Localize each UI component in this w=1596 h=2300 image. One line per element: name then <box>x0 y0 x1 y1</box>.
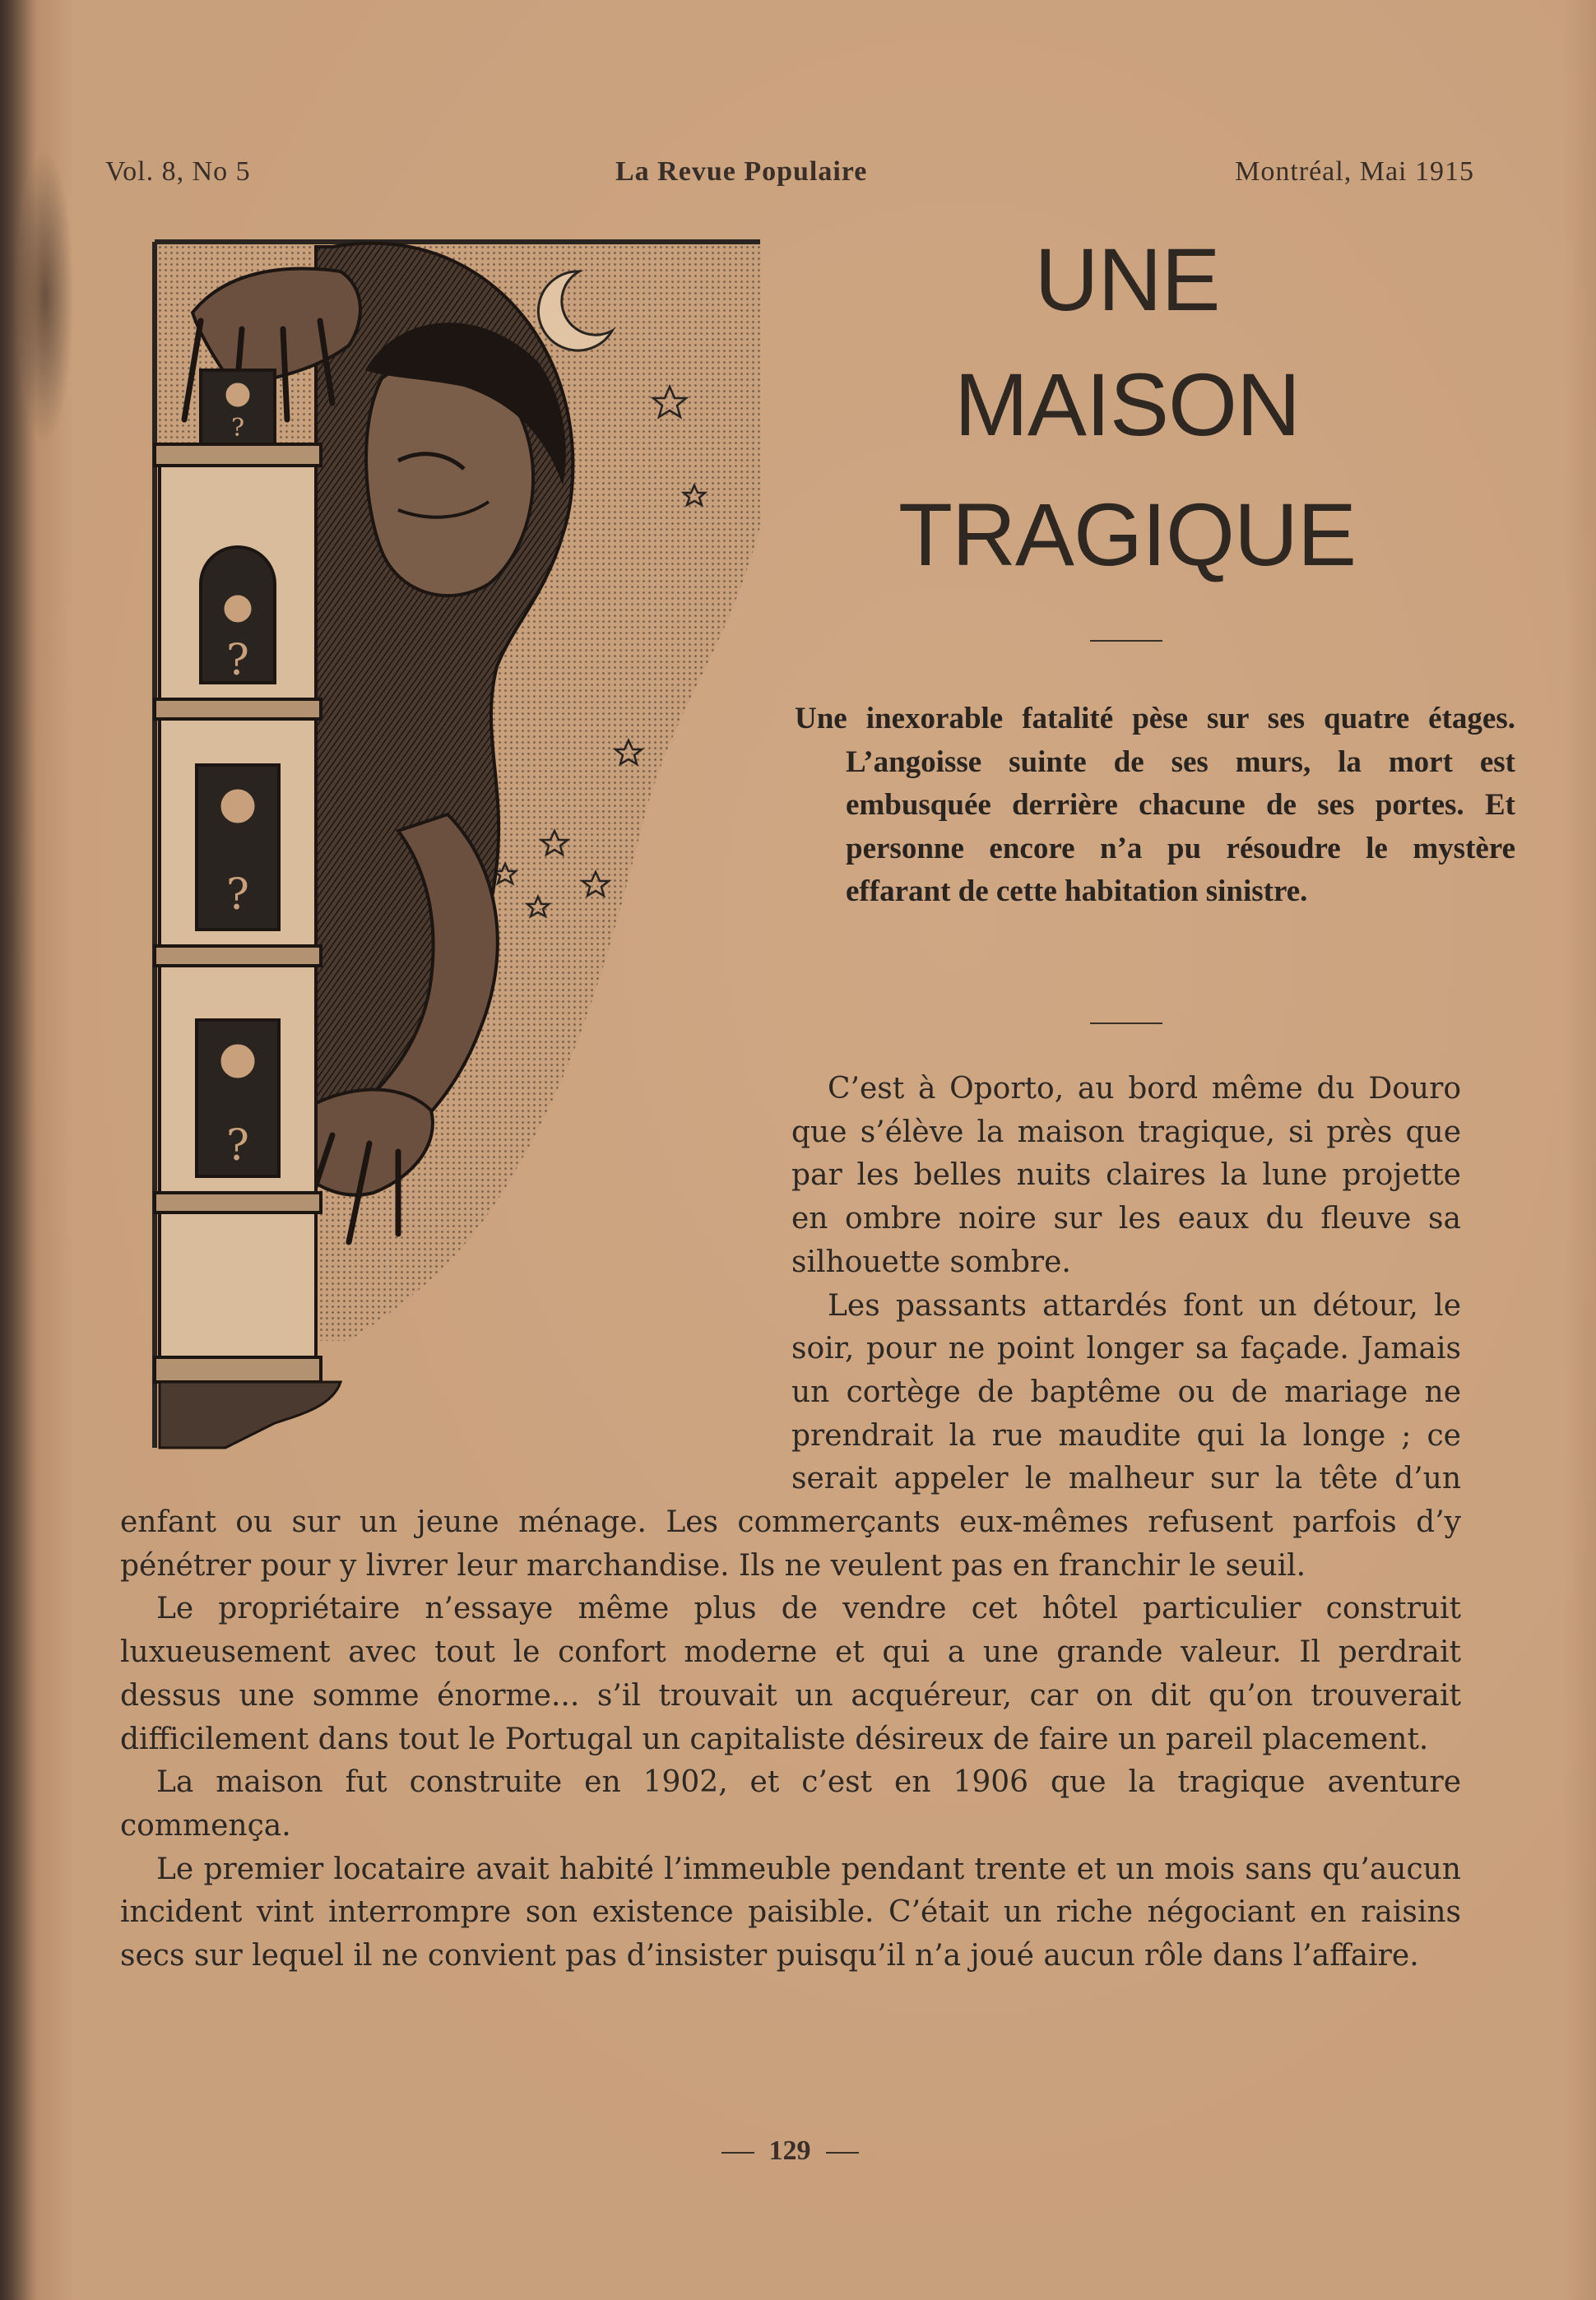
footer-dash <box>826 2152 859 2154</box>
body-paragraph: Le propriétaire n’essaye même plus de vendre cet hôtel particulier construit luxueusement avec tout le confort moderne et qui a une grande valeur. Il perdrait dessus une somme énorme... s’il trouvait un acquéreur, car on dit qu’on trouverait difficilement dans tout le Portugal un capitaliste désireux de faire un pareil placement. <box>120 1592 1461 1756</box>
dateline: Montréal, Mai 1915 <box>1235 156 1474 187</box>
article-title-line-2: MAISON <box>953 355 1301 454</box>
page-number: 129 <box>768 2135 811 2166</box>
volume-number: Vol. 8, No 5 <box>105 156 251 187</box>
body-paragraph: La maison fut construite en 1902, et c’est en 1906 que la tragique aventure commença. <box>120 1765 1461 1843</box>
illustration-wrap-space <box>120 1068 791 1501</box>
article-lede: Une inexorable fatalité pèse sur ses quatre étages. L’angoisse suinte de ses murs, la mort est embusquée derrière chacune de ses portes. Et personne encore n’a pu résoudre le mystère effarant de cette habitation sinistre. <box>795 702 1515 908</box>
footer-dash <box>721 2152 754 2154</box>
body-paragraph: C’est à Oporto, au bord même du Douro que s’élève la maison tragique, si près que par les belles nuits claires la lune projette en ombre noire sur les eaux du fleuve sa silhouette sombre. <box>791 1072 1461 1279</box>
article-title-line-3: TRAGIQUE <box>898 485 1357 584</box>
body-paragraph: Les passants attardés font un détour, le soir, pour ne point longer sa façade. Jamais un cortège de baptême ou de mariage ne prendrait la rue maudite qui la longe ; ce serait appeler le malheur sur la tête d’un enfant ou sur un jeune ménage. Les commerçants eux-mêmes refusent parfois d’y pénétrer pour y livrer leur marchandise. Ils ne veulent pas en franchir le seuil. <box>120 1288 1461 1583</box>
article-body <box>120 1068 1461 1978</box>
page-footer <box>683 2135 897 2167</box>
article-title-line-1: UNE <box>1034 230 1220 329</box>
publication-title: La Revue Populaire <box>615 156 868 187</box>
window-question-mark: ? <box>226 870 249 920</box>
window-question-mark: ? <box>230 414 245 443</box>
title-divider <box>1090 640 1162 642</box>
binding-stain <box>16 148 74 444</box>
window-question-mark: ? <box>226 636 249 685</box>
body-paragraph: Le premier locataire avait habité l’immeuble pendant trente et un mois sans qu’aucun incident vint interrompre son existence paisible. C’était un riche négociant en raisins secs sur lequel il ne convient pas d’insister puisqu’il n’a joué aucun rôle dans l’affaire. <box>120 1852 1461 1973</box>
lede-divider <box>1090 1022 1162 1024</box>
window-question-mark: ? <box>226 1121 249 1171</box>
